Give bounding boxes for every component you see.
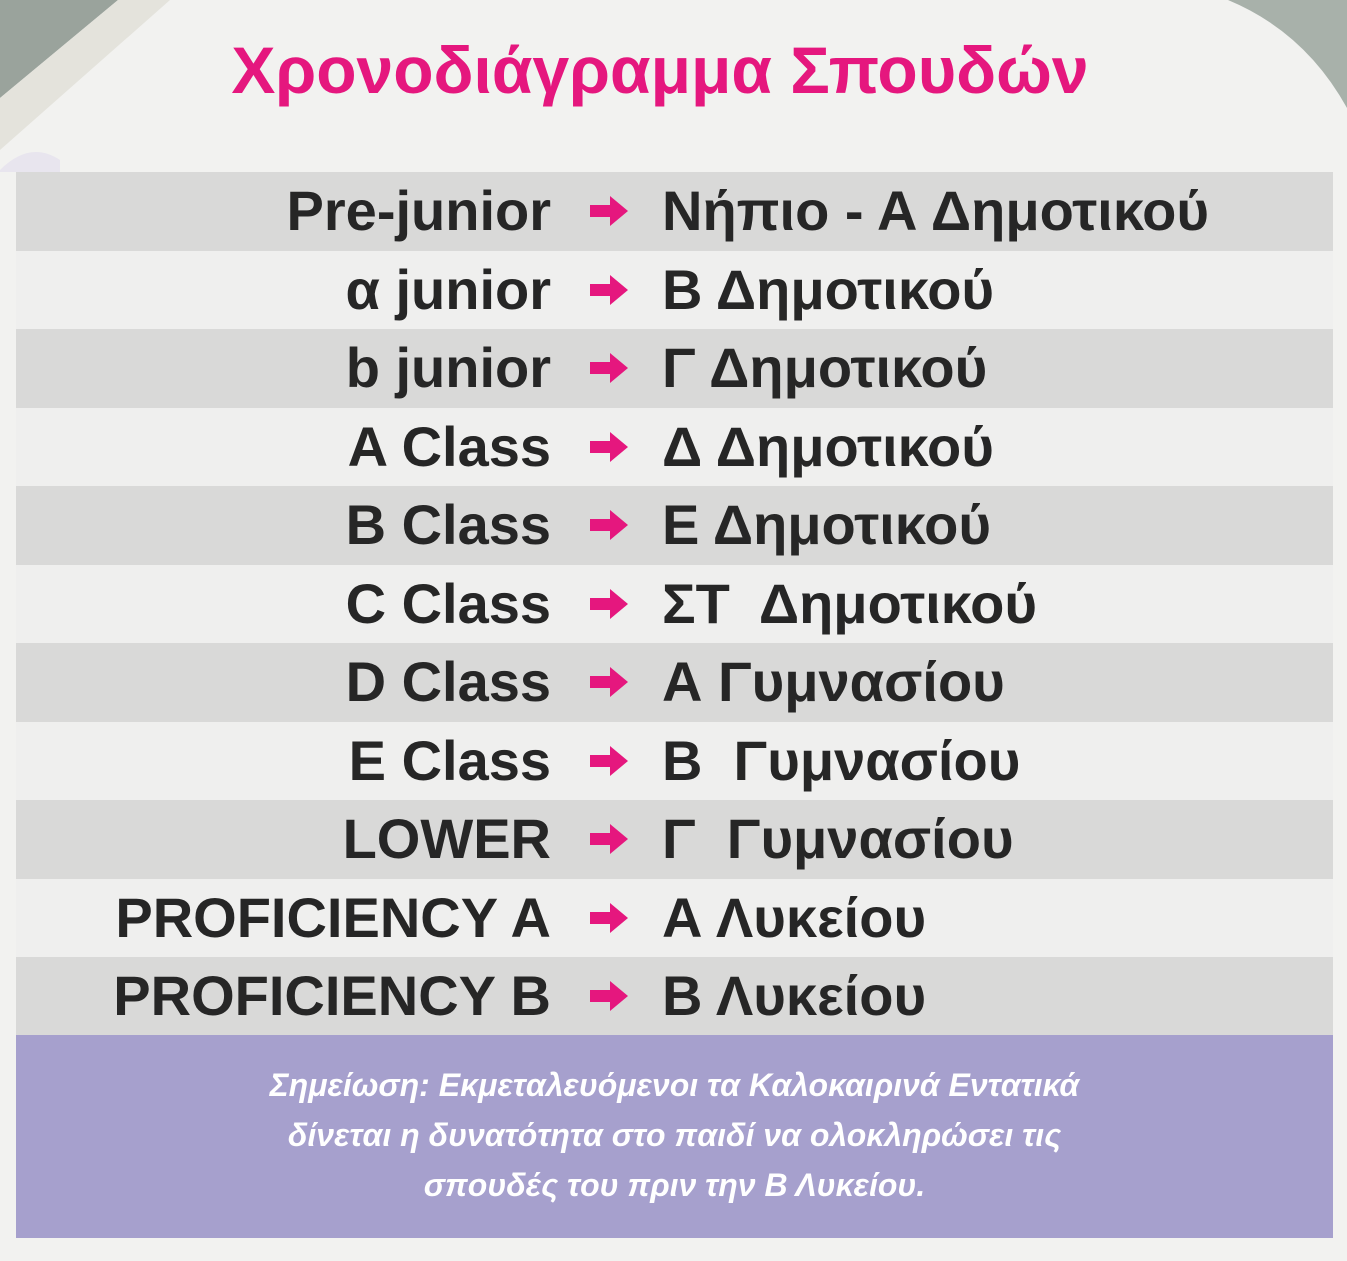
grade-label: Β Γυμνασίου bbox=[662, 728, 1021, 792]
arrow-right-icon bbox=[590, 981, 628, 1011]
level-label: α junior bbox=[345, 257, 551, 321]
level-label: C Class bbox=[345, 571, 551, 635]
level-label: E Class bbox=[348, 728, 551, 792]
arrow-right-icon bbox=[590, 824, 628, 854]
note-line: σπουδές του πριν την Β Λυκείου. bbox=[423, 1167, 926, 1203]
schedule-row bbox=[16, 408, 1333, 487]
level-label: A Class bbox=[347, 414, 551, 478]
schedule-row bbox=[16, 172, 1333, 251]
grade-label: Νήπιο - Α Δημοτικού bbox=[662, 179, 1209, 242]
schedule-row bbox=[16, 643, 1333, 722]
schedule-row bbox=[16, 957, 1333, 1036]
level-label: b junior bbox=[345, 336, 551, 399]
arrow-right-icon bbox=[590, 196, 628, 226]
arrow-right-icon bbox=[590, 903, 628, 933]
arrow-right-icon bbox=[590, 432, 628, 462]
grade-label: Β Δημοτικού bbox=[662, 257, 995, 321]
grade-label: ΣΤ Δημοτικού bbox=[662, 571, 1037, 635]
arrow-right-icon bbox=[590, 746, 628, 776]
level-label: D Class bbox=[345, 650, 551, 713]
note-line: Σημείωση: Εκμεταλευόμενοι τα Καλοκαιρινά Εντατικά bbox=[269, 1067, 1080, 1103]
schedule-row bbox=[16, 722, 1333, 801]
schedule-row bbox=[16, 251, 1333, 330]
arrow-right-icon bbox=[590, 510, 628, 540]
schedule-row bbox=[16, 486, 1333, 565]
grade-label: Γ Γυμνασίου bbox=[662, 807, 1014, 870]
level-label: B Class bbox=[345, 493, 551, 556]
grade-label: Α Γυμνασίου bbox=[662, 650, 1005, 713]
schedule-row bbox=[16, 329, 1333, 408]
schedule-row bbox=[16, 879, 1333, 958]
arrow-right-icon bbox=[590, 353, 628, 383]
grade-label: Δ Δημοτικού bbox=[662, 414, 994, 478]
level-label: PROFICIENCY B bbox=[113, 964, 551, 1027]
grade-label: Α Λυκείου bbox=[662, 885, 927, 949]
level-label: PROFICIENCY A bbox=[115, 885, 551, 949]
note-box bbox=[16, 1035, 1333, 1238]
grade-label: Ε Δημοτικού bbox=[662, 493, 991, 556]
schedule-table bbox=[16, 172, 1333, 1036]
level-label: Pre-junior bbox=[286, 179, 551, 242]
grade-label: Β Λυκείου bbox=[662, 964, 927, 1027]
level-label: LOWER bbox=[342, 807, 551, 870]
note-line: δίνεται η δυνατότητα στο παιδί να ολοκληρώσει τις bbox=[287, 1117, 1062, 1153]
schedule-row bbox=[16, 800, 1333, 879]
arrow-right-icon bbox=[590, 667, 628, 697]
arrow-right-icon bbox=[590, 589, 628, 619]
arrow-right-icon bbox=[590, 275, 628, 305]
grade-label: Γ Δημοτικού bbox=[662, 336, 988, 399]
background-blob-left bbox=[0, 152, 60, 172]
schedule-row bbox=[16, 565, 1333, 644]
page-title: Χρονοδιάγραμμα Σπουδών bbox=[231, 33, 1089, 107]
